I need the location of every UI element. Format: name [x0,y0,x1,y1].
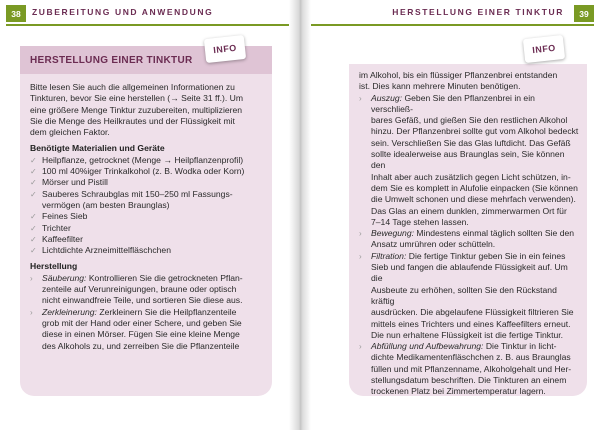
arrow-icon: › [359,93,362,103]
step-text: ausdrücken. Die abgelaufene Flüssigkeit filtrieren Sie [371,307,574,318]
arrow-icon: › [30,307,33,317]
check-icon: ✓ [30,189,37,199]
material-text: Feines Sieb [42,211,88,222]
material-text: Sauberes Schraubglas mit 150–250 ml Fassungs- [42,188,233,199]
text-line: Sie die Menge des Heilkrautes und der Flüssigkeit mit [30,115,235,126]
box-title: HERSTELLUNG EINER TINKTUR [30,54,193,66]
material-item [30,245,264,256]
step-lead: Abfüllung und Aufbewahrung: [371,341,484,352]
check-icon: ✓ [30,246,37,256]
material-text: Lichtdichte Arzneimittelfläschchen [42,245,171,256]
info-badge-right: INFO [523,35,565,63]
step-text: Ansatz umrühren oder schütteln. [371,239,496,250]
step-text: Inhalt aber auch zusätzlich gegen Licht schützen, in- [371,171,571,182]
header-rule-right [311,24,594,26]
step-text: Zerkleinern Sie die Heilpflanzenteile [96,306,237,317]
step-text: sein. Verschließen Sie das Glas luftdicht. Das Gefäß [371,137,571,148]
material-item [30,223,264,234]
check-icon: ✓ [30,155,37,165]
material-text: Trichter [42,222,71,233]
step-text: grob mit der Hand oder einer Schere, und geben Sie [42,317,242,328]
materials-list [30,155,264,257]
info-badge-left: INFO [204,35,246,63]
production-steps-left [30,273,264,352]
material-text: vermögen (am besten Braunglas) [42,199,170,210]
material-item [30,234,264,245]
check-icon: ✓ [30,178,37,188]
running-head-left: ZUBEREITUNG UND ANWENDUNG [32,7,214,17]
step-lead: Auszug: [371,92,403,103]
material-text: 100 ml 40%iger Trinkalkohol (z. B. Wodka oder Korn) [42,166,245,177]
material-item [30,155,264,166]
production-steps-right [359,93,579,398]
step-text: die Umwelt schonen und diese mehrfach verwenden). [371,194,576,205]
step-text: füllen und mit Pflanzenname, Alkoholgehalt und Her- [371,363,572,374]
step-text: bares Gefäß, und gießen Sie den restlichen Alkohol [371,115,568,126]
material-item [30,166,264,177]
step-text: sollte idealerweise aus Braunglas sein, Sie können den [371,149,565,171]
step-text: Das Glas an einem dunklen, zimmerwarmen Ort für [371,205,567,216]
step-text: mittels eines Trichters und eines Kaffeefilters erneut. [371,318,571,329]
production-step [30,273,264,307]
step-text: 7–14 Tage stehen lassen. [371,216,469,227]
step-text: Kontrollieren Sie die getrockneten Pflan- [86,272,243,283]
info-box-right [349,64,587,396]
production-step [30,307,264,352]
step-text: stellungsdatum beschriften. Die Tinkturen an einem [371,375,567,386]
step-lead: Säuberung: [42,272,87,283]
text-line: Bitte lesen Sie auch die allgemeinen Informationen zu [30,82,235,92]
running-head-right: HERSTELLUNG EINER TINKTUR [392,7,564,17]
arrow-icon: › [359,229,362,239]
materials-heading: Benötigte Materialien und Geräte [30,143,165,154]
page-number-right: 39 [574,5,594,22]
step-text: trockenen Platz bei Zimmertemperatur lagern. [371,386,546,397]
check-icon: ✓ [30,212,37,222]
step-text: Die fertige Tinktur geben Sie in ein feines [406,250,566,261]
step-first-line [371,341,579,352]
left-page [0,0,289,430]
step-text: diese in einen Mörser. Fügen Sie eine kleine Menge [42,329,240,340]
step-first-line [371,251,579,262]
material-item [30,211,264,222]
step-first-line [371,93,579,116]
production-heading: Herstellung [30,261,78,272]
text-line: im Alkohol, bis ein flüssiger Pflanzenbrei entstanden [359,70,558,80]
intro-paragraph [30,82,264,138]
text-line: dem gleichen Faktor. [30,127,110,138]
material-text: Kaffeefilter [42,233,83,244]
step-text: nicht einwandfreie Teile, und sortieren Sie diese aus. [42,295,243,306]
info-box-left [20,46,272,396]
step-text: Geben Sie den Pflanzenbrei in ein verschließ- [371,92,535,114]
check-icon: ✓ [30,167,37,177]
step-text: Sieb und fangen die ablaufende Flüssigkeit auf. Um die [371,262,568,284]
arrow-icon: › [359,342,362,352]
check-icon: ✓ [30,223,37,233]
step-first-line [42,307,264,318]
step-text: Die Tinktur in licht- [483,341,557,352]
step-text: hinzu. Der Pflanzenbrei sollte gut vom Alkohol bedeckt [371,126,579,137]
production-step [359,341,579,397]
production-step [359,93,579,229]
step-text: dem Sie es komplett in Alufolie einpacken (Sie können [371,182,578,193]
text-line: ist. Dies kann mehrere Minuten benötigen. [359,81,521,92]
check-icon: ✓ [30,234,37,244]
step-lead: Filtration: [371,250,407,261]
header-rule-left [6,24,289,26]
material-item [30,189,264,212]
box-content-right [359,70,579,398]
material-text: Heilpflanze, getrocknet (Menge → Heilpflanzenprofil) [42,154,244,165]
arrow-icon: › [359,251,362,261]
material-text: Mörser und Pistill [42,177,108,188]
step-first-line [42,273,264,284]
step-text: Mindestens einmal täglich sollten Sie den [414,228,575,239]
production-step [359,228,579,251]
arrow-icon: › [30,273,33,283]
step-first-line [371,228,579,239]
step-lead: Bewegung: [371,228,415,239]
continuation-text [359,70,579,93]
step-text: des Alkohols zu, und zerreiben Sie die Pflanzenteile [42,340,240,351]
text-line: Tinkturen, bevor Sie eine herstellen (→ Seite 31 ff.). Um [30,93,244,104]
book-gutter [289,0,311,430]
step-text: zenteile auf Verunreinigungen, braune oder optisch [42,284,237,295]
box-content-left [30,82,264,352]
page-number-left: 38 [6,5,26,22]
step-text: Die nun erhaltene Flüssigkeit ist die fertige Tinktur. [371,329,564,340]
production-step [359,251,579,341]
step-text: dichte Medikamentenfläschchen z. B. aus Braunglas [371,352,571,363]
text-line: eine größere Menge Tinktur zuzubereiten, multiplizieren [30,104,243,115]
step-lead: Zerkleinerung: [42,306,97,317]
right-page [311,0,600,430]
step-text: Ausbeute zu erhöhen, sollten Sie den Rückstand kräftig [371,284,557,306]
material-item [30,177,264,188]
